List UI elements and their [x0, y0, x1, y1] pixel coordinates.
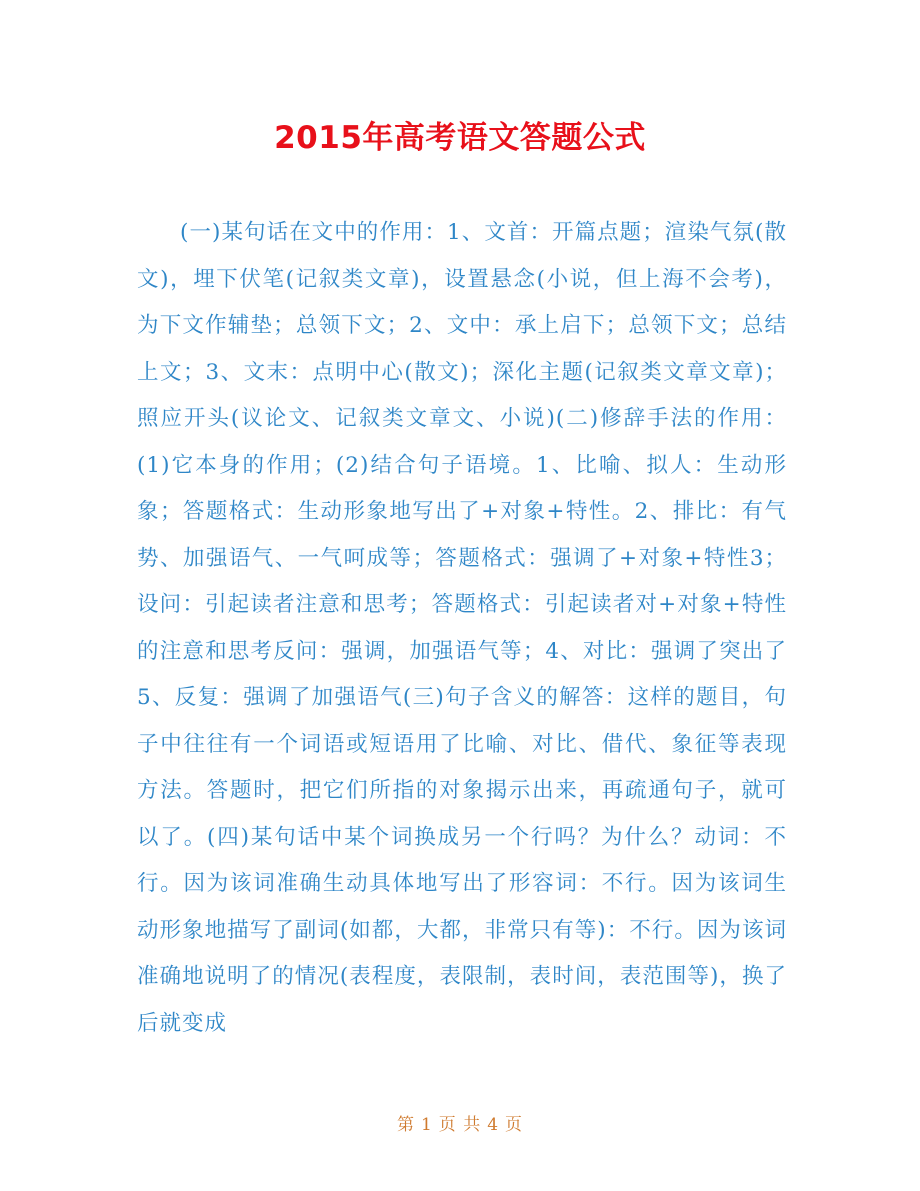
footer-middle: 页 共: [438, 1115, 482, 1135]
footer-prefix: 第: [396, 1115, 415, 1135]
footer-suffix: 页: [505, 1115, 524, 1135]
body-paragraph: (一)某句话在文中的作用：1、文首：开篇点题；渲染气氛(散文)，埋下伏笔(记叙类文章)，设置悬念(小说，但上海不会考)，为下文作辅垫；总领下文；2、文中：承上启下；总领下文；总结上文；3、文末：点明中心(散文)；深化主题(记叙类文章文章)；照应开头(议论文、记叙类文章文、小说)(二)修辞手法的作用：(1)它本身的作用；(2)结合句子语境。1、比喻、拟人：生动形象；答题格式：生动形象地写出了+对象+特性。2、排比：有气势、加强语气、一气呵成等；答题格式：强调了+对象+特性3；设问：引起读者注意和思考；答题格式：引起读者对+对象+特性的注意和思考反问：强调，加强语气等；4、对比：强调了突出了5、反复：强调了加强语气(三)句子含义的解答：这样的题目，句子中往往有一个词语或短语用了比喻、对比、借代、象征等表现方法。答题时，把它们所指的对象揭示出来，再疏通句子，就可以了。(四)某句话中某个词换成另一个行吗？为什么？动词：不行。因为该词准确生动具体地写出了形容词：不行。因为该词生动形象地描写了副词(如都，大都，非常只有等)：不行。因为该词准确地说明了的情况(表程度，表限制，表时间，表范围等)，换了后就变成: [137, 220, 787, 1036]
document-title: 2015年高考语文答题公式: [274, 120, 646, 156]
footer-current-page: 1: [420, 1115, 433, 1135]
page-footer: [0, 1112, 920, 1138]
footer-total-pages: 4: [487, 1115, 500, 1135]
